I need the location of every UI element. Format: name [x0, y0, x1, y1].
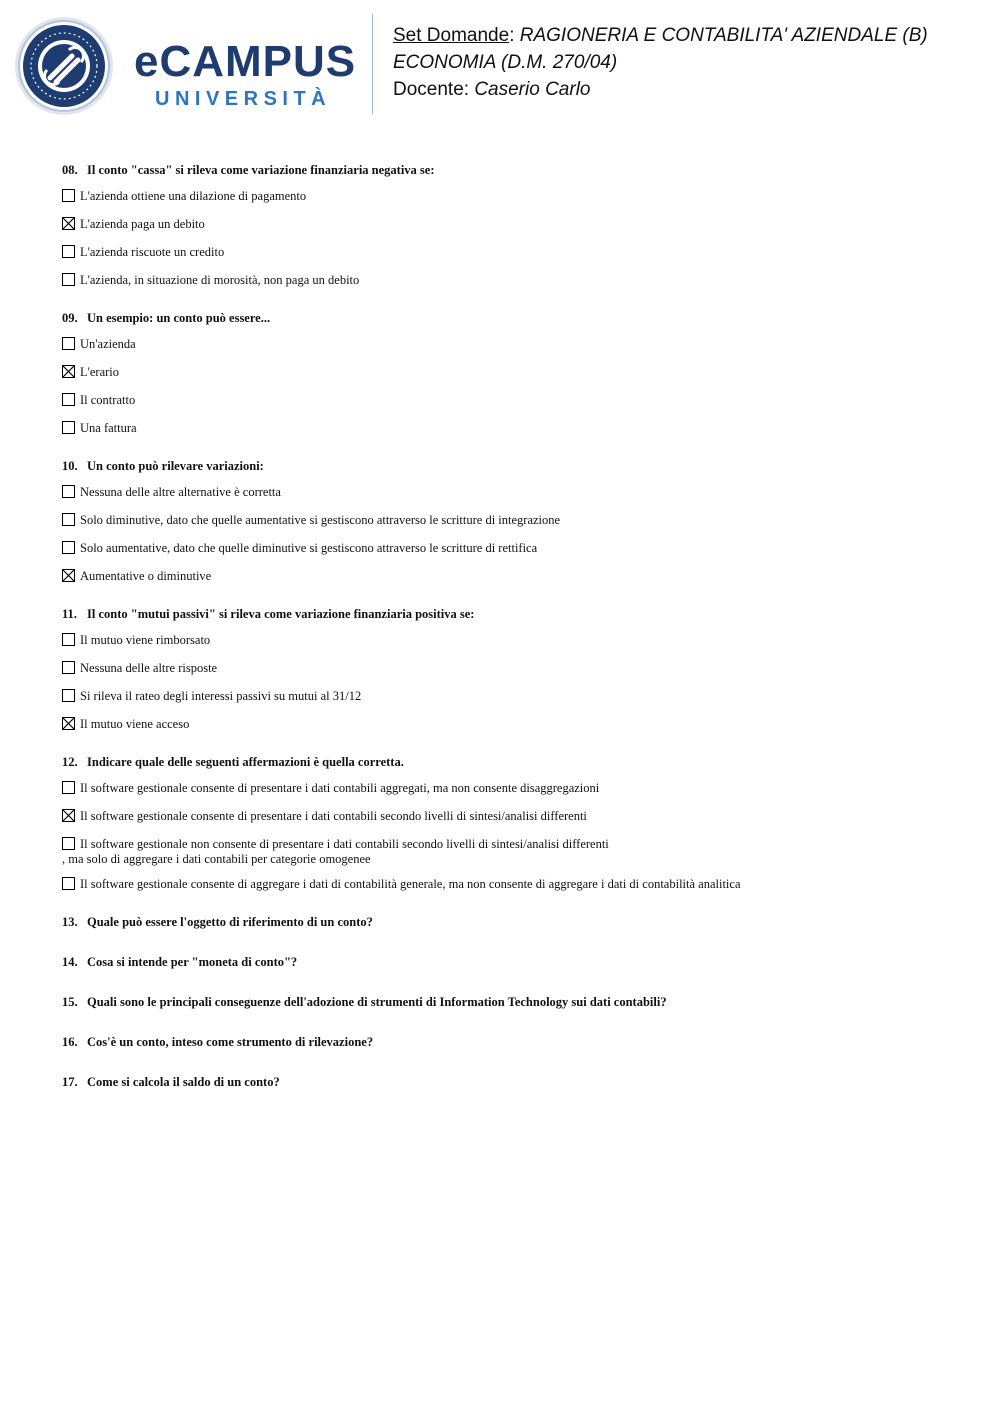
answer-text-wrapper [62, 808, 962, 824]
question-text: Quali sono le principali conseguenze dell'adozione di strumenti di Information Technology sui dati contabili? [87, 995, 667, 1009]
question-number: 14. [62, 955, 78, 969]
answer-option[interactable] [62, 632, 962, 651]
answer-option[interactable] [62, 512, 962, 531]
question-title [62, 606, 962, 623]
answer-option[interactable] [62, 540, 962, 559]
answer-text-wrapper [62, 716, 962, 732]
question-text: Un esempio: un conto può essere... [87, 311, 271, 325]
question-number: 11. [62, 607, 77, 621]
answer-option[interactable] [62, 484, 962, 503]
checked-box-icon[interactable] [62, 717, 75, 730]
answer-text: Aumentative o diminutive [80, 569, 212, 583]
open-question [62, 1034, 962, 1051]
question-block [62, 458, 962, 587]
answer-text: L'erario [80, 365, 120, 379]
answer-text: Un'azienda [80, 337, 136, 351]
answer-option[interactable] [62, 420, 962, 439]
answer-option[interactable] [62, 780, 962, 799]
answer-text: L'azienda riscuote un credito [80, 245, 225, 259]
answer-text-wrapper [62, 244, 962, 260]
question-block [62, 754, 962, 895]
checkbox-icon[interactable] [62, 513, 75, 526]
question-list [62, 162, 962, 1114]
checkbox-icon[interactable] [62, 485, 75, 498]
answer-option[interactable] [62, 568, 962, 587]
answer-option[interactable] [62, 876, 962, 895]
question-block [62, 310, 962, 439]
answer-text-wrapper [62, 216, 962, 232]
question-title [62, 162, 962, 179]
answer-option[interactable] [62, 244, 962, 263]
answer-text-wrapper [62, 660, 962, 676]
checkbox-icon[interactable] [62, 421, 75, 434]
answer-text: Il mutuo viene acceso [80, 717, 190, 731]
checkbox-icon[interactable] [62, 337, 75, 350]
answer-option[interactable] [62, 364, 962, 383]
logo-subtitle: UNIVERSITÀ [155, 88, 332, 110]
set-label: Set Domande [393, 25, 510, 46]
checkbox-icon[interactable] [62, 189, 75, 202]
university-seal-icon [14, 16, 114, 116]
ecampus-logo [14, 14, 359, 118]
answer-option[interactable] [62, 836, 962, 867]
question-title [62, 754, 962, 771]
answer-text: L'azienda ottiene una dilazione di pagamento [80, 189, 307, 203]
answer-text: Il software gestionale non consente di presentare i dati contabili secondo livelli di sintesi/analisi differenti [80, 837, 609, 851]
answer-text: L'azienda, in situazione di morosità, non paga un debito [80, 273, 360, 287]
checked-box-icon[interactable] [62, 217, 75, 230]
answer-option[interactable] [62, 688, 962, 707]
answer-text-wrapper [62, 420, 962, 436]
answer-text-wrapper [62, 512, 962, 528]
answer-text: Solo aumentative, dato che quelle diminutive si gestiscono attraverso le scritture di rettifica [80, 541, 538, 555]
answer-text-wrapper [62, 336, 962, 352]
answer-text-wrapper [62, 540, 962, 556]
header-info [393, 22, 983, 103]
checkbox-icon[interactable] [62, 393, 75, 406]
question-number: 12. [62, 755, 78, 769]
question-number: 15. [62, 995, 78, 1009]
answer-text: Il software gestionale consente di aggregare i dati di contabilità generale, ma non consente di aggregare i dati di contabilità analitica [80, 877, 741, 891]
answer-option[interactable] [62, 188, 962, 207]
answer-text: L'azienda paga un debito [80, 217, 205, 231]
answer-text-wrapper [62, 876, 962, 892]
answer-text-wrapper [62, 392, 962, 408]
answer-text-wrapper [62, 484, 962, 500]
answer-text-wrapper [62, 632, 962, 648]
checkbox-icon[interactable] [62, 837, 75, 850]
checkbox-icon[interactable] [62, 245, 75, 258]
question-number: 13. [62, 915, 78, 929]
question-text: Il conto "mutui passivi" si rileva come variazione finanziaria positiva se: [87, 607, 475, 621]
answer-text: Il software gestionale consente di presentare i dati contabili secondo livelli di sintesi/analisi differenti [80, 809, 587, 823]
checkbox-icon[interactable] [62, 661, 75, 674]
answer-text-wrapper [62, 568, 962, 584]
question-text: Come si calcola il saldo di un conto? [87, 1075, 280, 1089]
course-title: RAGIONERIA E CONTABILITA' AZIENDALE (B) [519, 25, 928, 46]
checkbox-icon[interactable] [62, 541, 75, 554]
answer-option[interactable] [62, 336, 962, 355]
question-title [62, 458, 962, 475]
question-text: Il conto "cassa" si rileva come variazione finanziaria negativa se: [87, 163, 435, 177]
question-text: Quale può essere l'oggetto di riferimento di un conto? [87, 915, 373, 929]
question-text: Cosa si intende per "moneta di conto"? [87, 955, 298, 969]
checkbox-icon[interactable] [62, 633, 75, 646]
answer-option[interactable] [62, 216, 962, 235]
open-question [62, 914, 962, 931]
answer-option[interactable] [62, 272, 962, 291]
answer-text-continuation: , ma solo di aggregare i dati contabili per categorie omogenee [62, 852, 371, 866]
question-text: Cos'è un conto, inteso come strumento di rilevazione? [87, 1035, 374, 1049]
checked-box-icon[interactable] [62, 365, 75, 378]
open-question [62, 1074, 962, 1091]
question-block [62, 606, 962, 735]
question-block [62, 162, 962, 291]
answer-text: Il contratto [80, 393, 136, 407]
logo-wordmark: eCAMPUS [134, 37, 357, 86]
answer-option[interactable] [62, 716, 962, 735]
question-number: 10. [62, 459, 78, 473]
answer-text-wrapper [62, 364, 962, 380]
checked-box-icon[interactable] [62, 569, 75, 582]
answer-option[interactable] [62, 660, 962, 679]
answer-text: Una fattura [80, 421, 137, 435]
question-text: Un conto può rilevare variazioni: [87, 459, 264, 473]
answer-text: Nessuna delle altre alternative è corretta [80, 485, 281, 499]
question-number: 08. [62, 163, 78, 177]
answer-text: Il software gestionale consente di presentare i dati contabili aggregati, ma non consente disaggregazioni [80, 781, 600, 795]
answer-option[interactable] [62, 392, 962, 411]
question-number: 17. [62, 1075, 78, 1089]
answer-text-wrapper [62, 836, 962, 867]
checkbox-icon[interactable] [62, 877, 75, 890]
answer-text-wrapper [62, 188, 962, 204]
answer-text: Solo diminutive, dato che quelle aumentative si gestiscono attraverso le scritture di integrazione [80, 513, 561, 527]
answer-text-wrapper [62, 272, 962, 288]
answer-text: Si rileva il rateo degli interessi passivi su mutui al 31/12 [80, 689, 362, 703]
checkbox-icon[interactable] [62, 781, 75, 794]
course-line [393, 22, 983, 49]
teacher-label: Docente: [393, 79, 470, 100]
teacher-line [393, 76, 983, 103]
open-question [62, 954, 962, 971]
answer-text-wrapper [62, 688, 962, 704]
teacher-name: Caserio Carlo [474, 79, 591, 100]
set-separator: : [509, 25, 515, 46]
answer-text: Nessuna delle altre risposte [80, 661, 218, 675]
question-text: Indicare quale delle seguenti affermazioni è quella corretta. [87, 755, 404, 769]
answer-text-wrapper [62, 780, 962, 796]
checked-box-icon[interactable] [62, 809, 75, 822]
answer-text: Il mutuo viene rimborsato [80, 633, 211, 647]
question-number: 09. [62, 311, 78, 325]
page-header [0, 0, 1000, 130]
checkbox-icon[interactable] [62, 689, 75, 702]
checkbox-icon[interactable] [62, 273, 75, 286]
header-divider [372, 14, 373, 114]
degree-line: ECONOMIA (D.M. 270/04) [393, 52, 618, 73]
question-number: 16. [62, 1035, 78, 1049]
answer-option[interactable] [62, 808, 962, 827]
open-question [62, 994, 962, 1011]
question-title [62, 310, 962, 327]
